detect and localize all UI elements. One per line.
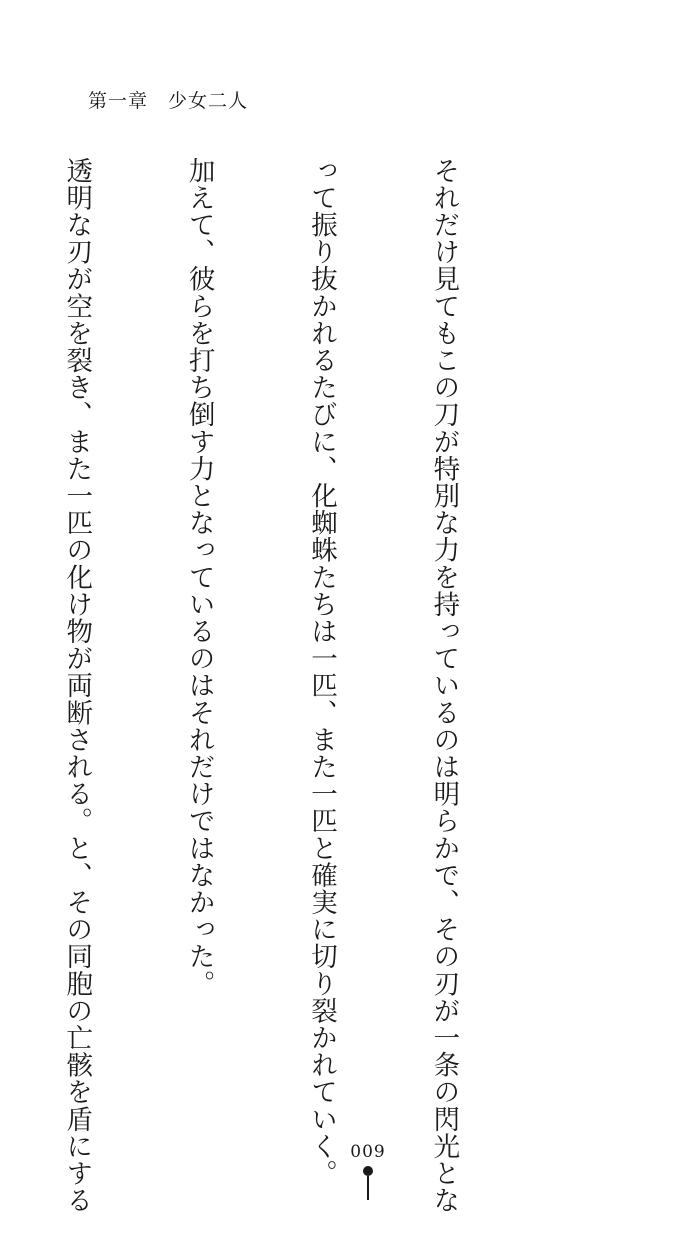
folio-ornament-icon <box>363 1166 373 1200</box>
chapter-title: 少女二人 <box>168 90 249 112</box>
running-head <box>88 86 248 113</box>
text-line: 加えて、彼らを打ち倒す力となっているのはそれだけではなかった。 <box>183 157 215 998</box>
text-line: 透明な刃が空を裂き、また一匹の化け物が両断される。と、その同胞の亡骸を盾にする <box>61 157 93 1214</box>
page-number: 009 <box>350 1142 386 1162</box>
chapter-label: 第一章 <box>88 90 149 112</box>
text-line: それだけ見てもこの刀が特別な力を持っているのは明らかで、その刃が一条の閃光とな <box>428 157 460 1214</box>
text-line: って振り抜かれるたびに、化蜘蛛たちは一匹、また一匹と確実に切り裂かれていく。 <box>306 157 338 1187</box>
